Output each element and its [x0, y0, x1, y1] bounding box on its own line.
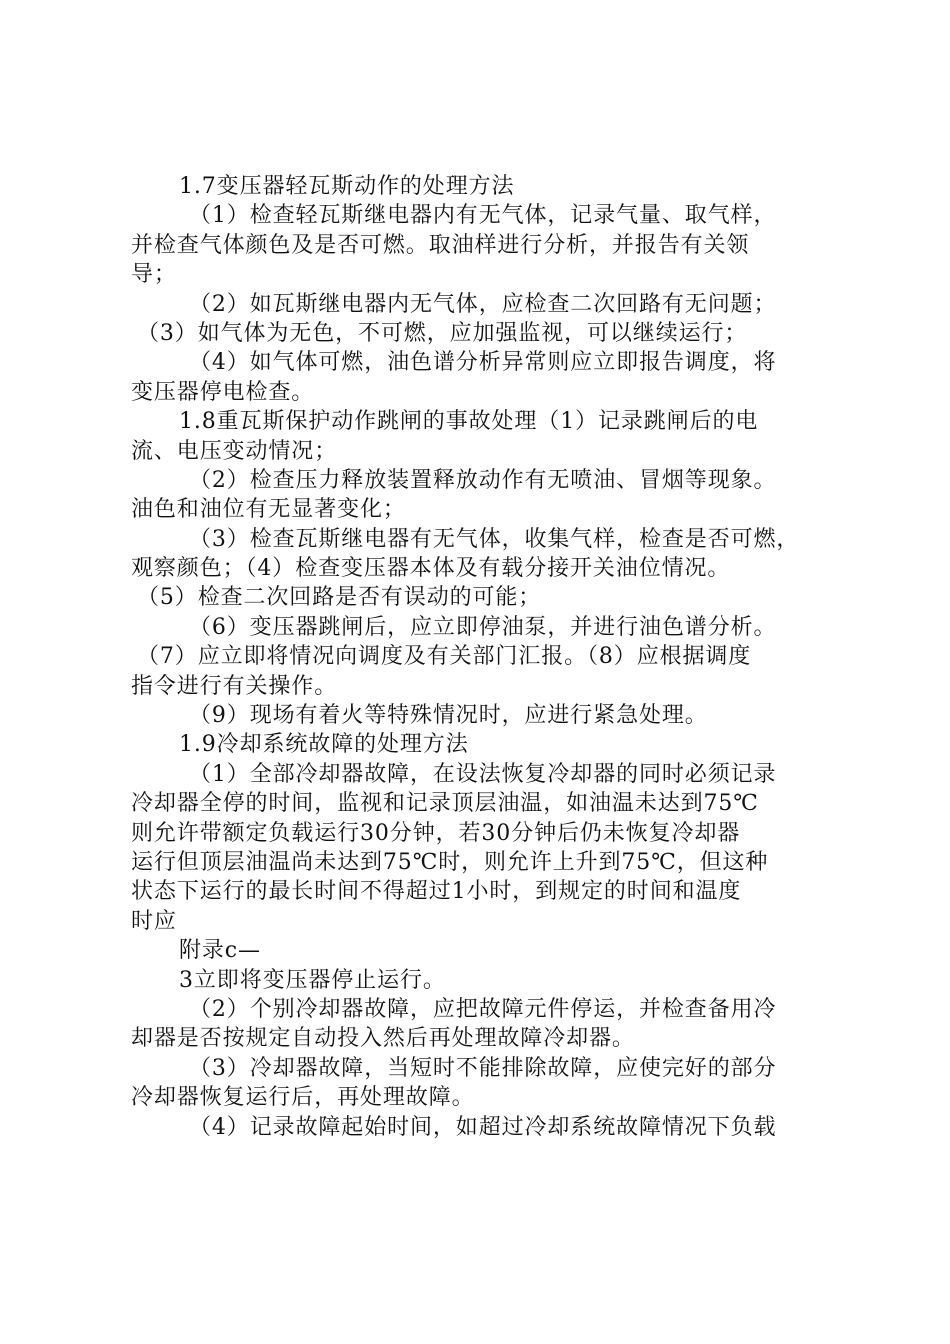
text-line: 附录c— [179, 938, 261, 964]
text-line: 观察颜色；（4）检查变压器本体及有载分接开关油位情况。 [131, 556, 731, 582]
text-line: （4）如气体可燃，油色谱分析异常则应立即报告调度，将 [189, 350, 777, 376]
text-line: （3）检查瓦斯继电器有无气体，收集气样，检查是否可燃， [189, 526, 800, 552]
text-line: 1.7变压器轻瓦斯动作的处理方法 [179, 174, 515, 199]
text-line: 却器是否按规定自动投入然后再处理故障冷却器。 [131, 1026, 635, 1052]
text-line: （9）现场有着火等特殊情况时，应进行紧急处理。 [189, 703, 708, 729]
text-line: （6）变压器跳闸后，应立即停油泵，并进行油色谱分析。 [189, 614, 777, 640]
text-line: （2）检查压力释放装置释放动作有无喷油、冒烟等现象。 [189, 467, 777, 493]
text-line: 导； [131, 262, 177, 288]
text-line: （1）检查轻瓦斯继电器内有无气体，记录气量、取气样， [189, 203, 777, 229]
text-line: 冷却器全停的时间，监视和记录顶层油温，如油温未达到75℃ [131, 791, 759, 817]
text-line: （3）冷却器故障，当短时不能排除故障，应使完好的部分 [189, 1055, 777, 1081]
text-line: （2）个别冷却器故障，应把故障元件停运，并检查备用冷 [189, 996, 777, 1022]
text-line: （3）如气体为无色，不可燃，应加强监视，可以继续运行； [137, 320, 748, 346]
text-line: （2）如瓦斯继电器内无气体，应检查二次回路有无问题； [189, 291, 777, 317]
text-line: 变压器停电检查。 [131, 379, 315, 405]
text-line: 冷却器恢复运行后，再处理故障。 [131, 1085, 475, 1111]
text-line: 流、电压变动情况； [131, 438, 338, 464]
text-line: （4）记录故障起始时间，如超过冷却系统故障情况下负载 [189, 1114, 777, 1140]
text-line: （5）检查二次回路是否有误动的可能； [137, 585, 542, 611]
document-body [131, 172, 831, 1142]
text-line: 状态下运行的最长时间不得超过1小时，到规定的时间和温度 [131, 879, 742, 905]
text-line: 并检查气体颜色及是否可燃。取油样进行分析，并报告有关领 [131, 232, 750, 258]
text-line: （7）应立即将情况向调度及有关部门汇报。（8）应根据调度 [137, 644, 752, 670]
text-line: 1.8重瓦斯保护动作跳闸的事故处理（1）记录跳闸后的电 [179, 409, 759, 435]
text-line: 则允许带额定负载运行30分钟，若30分钟后仍未恢复冷却器 [131, 820, 741, 846]
text-line: 指令进行有关操作。 [131, 673, 338, 699]
text-line: 油色和油位有无显著变化； [131, 497, 406, 523]
text-line: 3立即将变压器停止运行。 [179, 967, 446, 993]
text-line: 运行但顶层油温尚未达到75℃时，则允许上升到75℃，但这种 [131, 849, 769, 875]
text-line: 1.9冷却系统故障的处理方法 [179, 732, 469, 758]
text-line: （1）全部冷却器故障，在设法恢复冷却器的同时必须记录 [189, 761, 777, 787]
text-line: 时应 [131, 908, 177, 934]
